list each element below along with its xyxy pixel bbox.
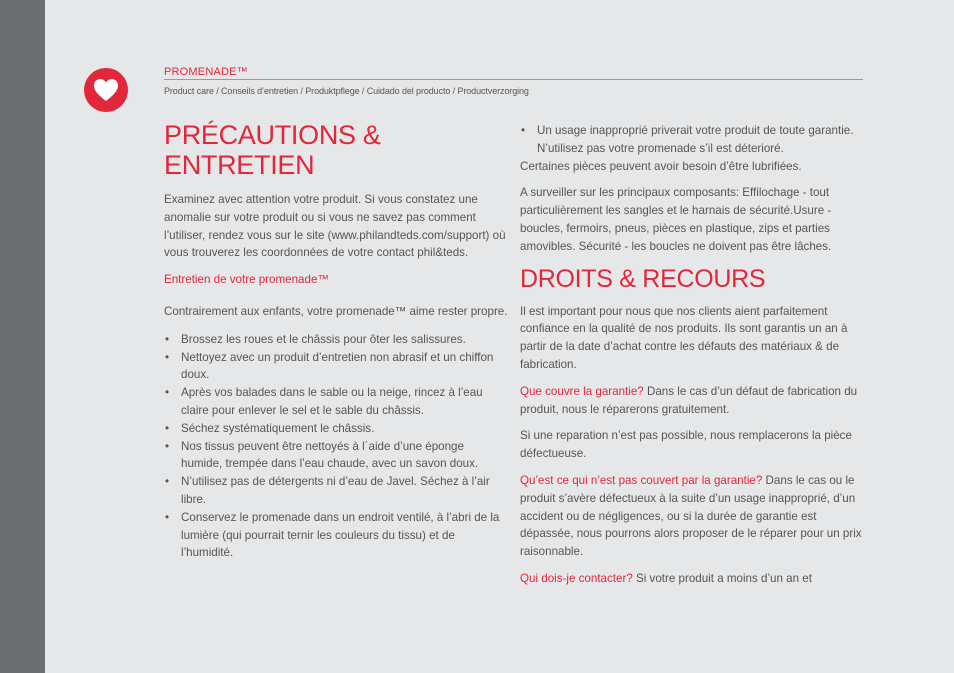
faq-coverage	[520, 383, 862, 419]
faq-answer: Dans le cas d’un défaut de fabrication du produit, nous le réparerons gratuitement.	[520, 384, 858, 416]
list-item: • Un usage inapproprié priverait votre produit de toute garantie. N’utilisez pas votre promenade s’il est déterioré.	[520, 122, 862, 158]
care-subheading: Entretien de votre promenade™	[164, 273, 329, 287]
section-title-precautions	[164, 120, 508, 180]
heart-logo-icon	[84, 68, 128, 112]
rights-intro: Il est important pour nous que nos clients aient parfaitement confiance en la qualité de nos produits. Ils sont garantis un an à partir de la date d’achat contre les défauts des matériaux & de fabrication.	[520, 304, 848, 371]
breadcrumb: Product care / Conseils d’entretien / Produktpflege / Cuidado del producto / Productverzorging	[164, 86, 529, 96]
sidebar-strip	[0, 0, 45, 673]
faq-answer: Dans le cas ou le produit s’avère défectueux à la suite d’un usage inapproprié, d’un accident ou de négligences, ou si la durée de garantie est dépassée, nous pourrons alors proposer de le réparer pour un prix raisonnable.	[520, 473, 862, 559]
list-item: • Conservez le promenade dans un endroit ventilé, à l’abri de la lumière (qui pourrait ternir les couleurs du tissu) et de l’humidité.	[164, 509, 508, 562]
list-item: • N’utilisez pas de détergents ni d’eau de Javel. Séchez à l’air libre.	[164, 473, 508, 509]
title-line-1: PRÉCAUTIONS &	[164, 120, 381, 150]
list-item: • Nettoyez avec un produit d’entretien non abrasif et un chiffon doux.	[164, 349, 508, 385]
lubrication-text: Certaines pièces peuvent avoir besoin d’être lubrifiées.	[520, 159, 802, 173]
faq-not-covered	[520, 472, 862, 561]
left-column	[164, 120, 508, 562]
monitor-text: A surveiller sur les principaux composants: Effilochage - tout particulièrement les sangles et le harnais de sécurité.Usure - boucles, fermoirs, pneus, pièces en plastique, zips et parties amovibles. Sécurité - les boucles ne doivent pas être lâches.	[520, 186, 832, 253]
faq-question: Qui dois-je contacter?	[520, 571, 633, 585]
list-item: • Brossez les roues et le châssis pour ôter les salissures.	[164, 331, 508, 349]
repair-text: Si une reparation n’est pas possible, nous remplacerons la pièce défectueuse.	[520, 429, 852, 461]
title-line-2: ENTRETIEN	[164, 150, 315, 180]
faq-answer: Si votre produit a moins d’un an et	[632, 571, 812, 585]
list-item: • Nos tissus peuvent être nettoyés à l´aide d’une éponge humide, trempée dans l’eau chaude, avec un savon doux.	[164, 438, 508, 474]
intro-paragraph: Examinez avec attention votre produit. Si vous constatez une anomalie sur votre produit ou si vous ne savez pas comment l’utiliser, rendez vous sur le site (www.philandteds.com/support) où vous trouverez les coordonnées de votre contact phil&teds.	[164, 193, 506, 260]
list-item: • Après vos balades dans le sable ou la neige, rincez à l’eau claire pour enlever le sel et le sable du châssis.	[164, 384, 508, 420]
section-title-rights: DROITS & RECOURS	[520, 264, 766, 293]
right-column	[520, 122, 862, 597]
faq-question: Qu’est ce qui n’est pas couvert par la garantie?	[520, 473, 763, 487]
faq-question: Que couvre la garantie?	[520, 384, 644, 398]
list-item: • Séchez systématiquement le châssis.	[164, 420, 508, 438]
faq-contact	[520, 570, 862, 588]
brand-title: PROMENADE™	[164, 66, 863, 80]
care-list	[164, 331, 508, 562]
header	[164, 66, 863, 96]
usage-list	[520, 122, 862, 158]
care-text: Contrairement aux enfants, votre promenade™ aime rester propre.	[164, 304, 508, 318]
